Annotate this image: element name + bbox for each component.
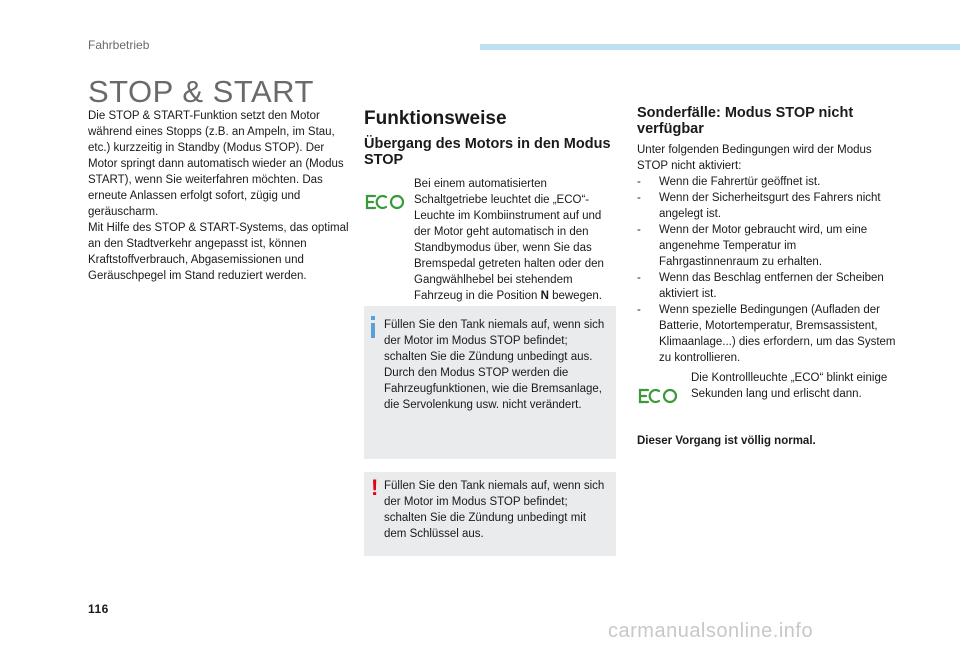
special-cases-list	[637, 174, 899, 366]
section-label: Fahrbetrieb	[88, 38, 150, 52]
watermark: carmanualsonline.info	[608, 620, 814, 642]
intro-paragraph: Die STOP & START-Funktion setzt den Motor während eines Stopps (z.B. an Ampeln, im Stau, etc.) kurzzeitig in Standby (Modus STOP). Der Motor springt dann automatisch wieder an (Modus START), wenn Sie weiterfahren möchten. Das erneute Anlassen erfolgt sofort, zügig und geräuscharm.	[88, 110, 344, 218]
header-accent-bar	[480, 44, 960, 50]
list-item: - Wenn das Beschlag entfernen der Scheiben aktiviert ist.	[637, 272, 884, 300]
normal-operation-note: Dieser Vorgang ist völlig normal.	[637, 435, 816, 447]
info-note-text: Füllen Sie den Tank niemals auf, wenn sich der Motor im Modus STOP befindet; schalten Sie die Zündung unbedingt aus. Durch den Modus STOP werden die Fahrzeugfunktionen, wie die Bremsanlage, die Servolenkung usw. nicht verändert.	[384, 319, 605, 411]
special-cases-heading: Sonderfälle: Modus STOP nicht verfügbar	[637, 105, 854, 137]
eco-explanation-text: Bei einem automatisierten Schaltgetriebe leuchtet die „ECO“-Leuchte im Kombiinstrument auf und der Motor geht automatisch in den Standbymodus über, wenn Sie das Bremspedal getreten halten oder den Gangwählhebel bei stehendem Fahrzeug in die Position N bewegen.	[414, 178, 604, 302]
intro-text	[88, 108, 350, 284]
page-title: STOP & START	[88, 74, 314, 109]
info-icon	[369, 316, 377, 338]
eco-explanation	[364, 176, 614, 304]
list-item: - Wenn der Sicherheitsgurt des Fahrers nicht angelegt ist.	[637, 192, 881, 220]
warning-icon: !	[371, 475, 379, 500]
list-item: - Wenn der Motor gebraucht wird, um eine angenehme Temperatur im Fahrgastinnenraum zu erhalten.	[637, 224, 868, 268]
eco-indicator-icon	[637, 386, 679, 406]
special-cases-intro: Unter folgenden Bedingungen wird der Modus STOP nicht aktiviert:	[637, 144, 872, 172]
list-item: - Wenn spezielle Bedingungen (Aufladen der Batterie, Motortemperatur, Bremsassistent, Klimaanlage...) dies erfordern, um das System zu kontrollieren.	[637, 304, 896, 364]
info-note	[364, 306, 616, 459]
stop-mode-subheading: Übergang des Motors in den Modus STOP	[364, 136, 611, 168]
eco-indicator-icon	[364, 192, 406, 212]
intro-paragraph: Mit Hilfe des STOP & START-Systems, das optimal an den Stadtverkehr angepasst ist, können Kraftstoffverbrauch, Abgasemissionen und Geräuschpegel im Stand reduziert werden.	[88, 222, 349, 282]
warning-note-text: Füllen Sie den Tank niemals auf, wenn sich der Motor im Modus STOP befindet; schalten Sie die Zündung unbedingt mit dem Schlüssel aus.	[384, 480, 605, 540]
list-item: - Wenn die Fahrertür geöffnet ist.	[637, 176, 821, 188]
functionality-heading: Funktionsweise	[364, 108, 507, 129]
page-number: 116	[88, 602, 109, 616]
eco-blink-explanation	[637, 370, 891, 406]
eco-blink-text: Die Kontrollleuchte „ECO“ blinkt einige Sekunden lang und erlischt dann.	[691, 372, 888, 400]
warning-note	[364, 472, 616, 556]
